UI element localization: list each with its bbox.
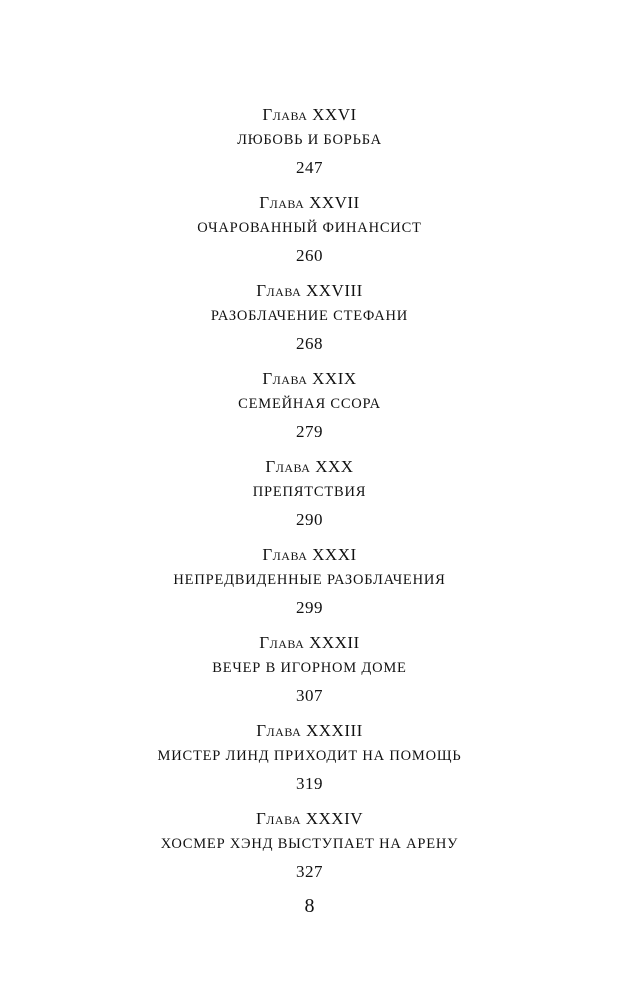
chapter-title: ЛЮБОВЬ И БОРЬБА — [237, 132, 382, 148]
chapter-label: Глава XXVIII — [256, 281, 363, 300]
chapter-title: ХОСМЕР ХЭНД ВЫСТУПАЕТ НА АРЕНУ — [160, 836, 459, 852]
chapter-label: Глава XXIX — [262, 369, 357, 388]
chapter-page-number: 247 — [296, 158, 323, 177]
toc-entry-26 — [0, 105, 619, 193]
table-of-contents — [0, 105, 619, 897]
chapter-label: Глава XXXI — [262, 545, 357, 564]
chapter-page-number: 260 — [296, 246, 323, 265]
chapter-label: Глава XXX — [265, 457, 354, 476]
chapter-label: Глава XXVI — [262, 105, 357, 124]
chapter-title: ВЕЧЕР В ИГОРНОМ ДОМЕ — [212, 660, 407, 676]
chapter-label: Глава XXXIV — [255, 809, 364, 828]
chapter-page-number: 279 — [296, 422, 323, 441]
chapter-label: Глава XXVII — [259, 193, 360, 212]
toc-entry-28 — [0, 281, 619, 369]
toc-entry-27 — [0, 193, 619, 281]
chapter-page-number: 319 — [296, 774, 323, 793]
toc-entry-30 — [0, 457, 619, 545]
chapter-title: ПРЕПЯТСТВИЯ — [252, 484, 367, 500]
chapter-page-number: 327 — [296, 862, 323, 881]
chapter-title: СЕМЕЙНАЯ ССОРА — [238, 396, 381, 412]
chapter-title: НЕПРЕДВИДЕННЫЕ РАЗОБЛАЧЕНИЯ — [173, 572, 446, 588]
chapter-title: РАЗОБЛАЧЕНИЕ СТЕФАНИ — [210, 308, 409, 324]
chapter-page-number: 290 — [296, 510, 323, 529]
chapter-label: Глава XXXII — [259, 633, 360, 652]
chapter-title: ОЧАРОВАННЫЙ ФИНАНСИСТ — [197, 220, 422, 236]
chapter-label: Глава XXXIII — [256, 721, 363, 740]
chapter-page-number: 299 — [296, 598, 323, 617]
chapter-title: МИСТЕР ЛИНД ПРИХОДИТ НА ПОМОЩЬ — [157, 748, 462, 764]
toc-entry-34 — [0, 809, 619, 897]
toc-entry-29 — [0, 369, 619, 457]
page-folio: 8 — [304, 895, 315, 917]
toc-entry-32 — [0, 633, 619, 721]
chapter-page-number: 307 — [296, 686, 323, 705]
chapter-page-number: 268 — [296, 334, 323, 353]
toc-entry-31 — [0, 545, 619, 633]
toc-entry-33 — [0, 721, 619, 809]
